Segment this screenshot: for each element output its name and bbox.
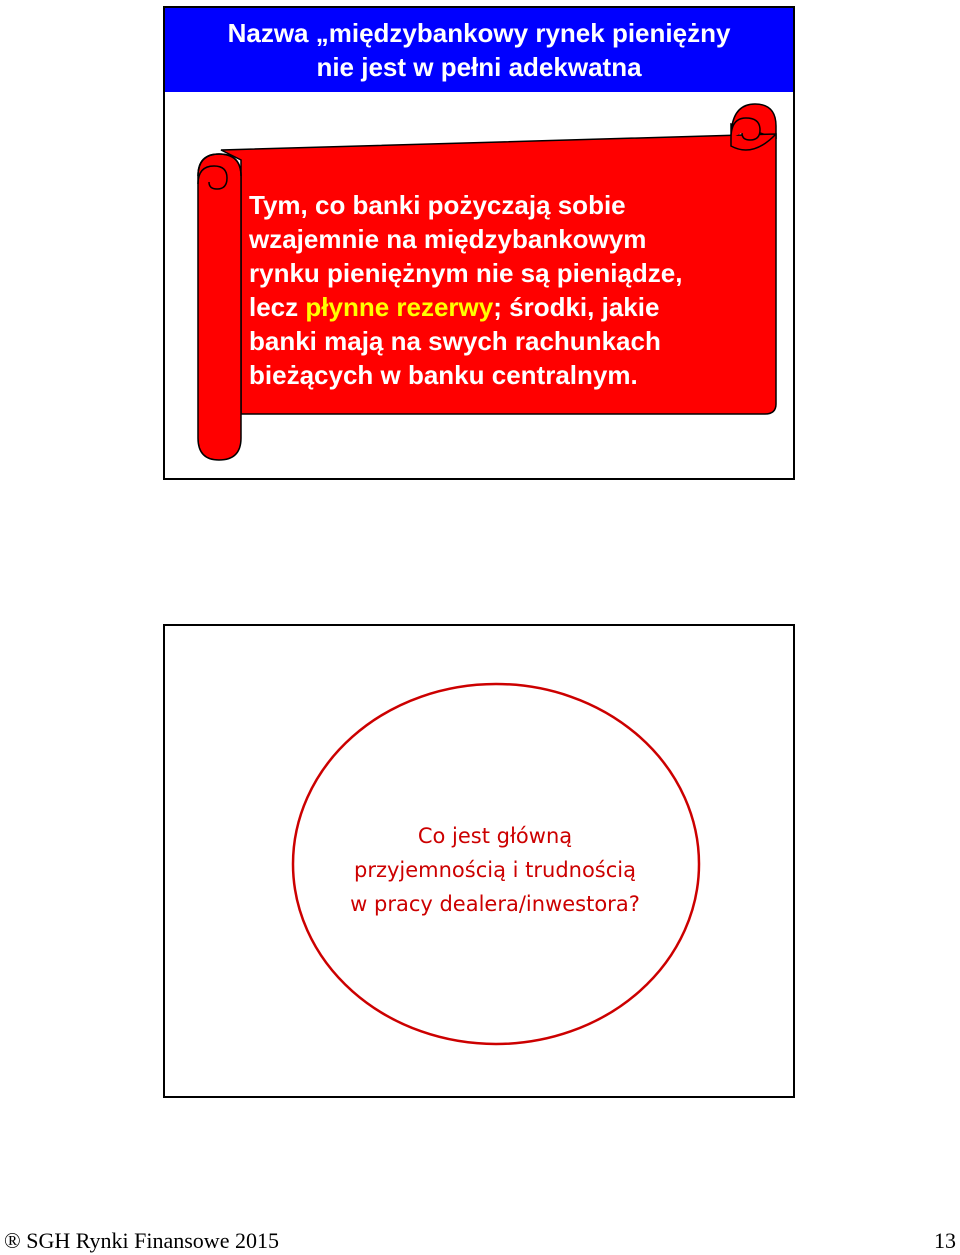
scroll-line-4-pre: lecz bbox=[249, 292, 306, 322]
title-line-2: nie jest w pełni adekwatna bbox=[316, 52, 642, 82]
scroll-line-5: banki mają na swych rachunkach bbox=[249, 326, 661, 356]
page-number: 13 bbox=[934, 1228, 956, 1253]
scroll-line-6: bieżących w banku centralnym. bbox=[249, 360, 638, 390]
scroll-highlight-liquid-reserves: płynne rezerwy bbox=[305, 292, 494, 322]
scroll-line-4-post: ; środki, jakie bbox=[493, 292, 660, 322]
scroll-text bbox=[249, 188, 709, 392]
question-text bbox=[295, 819, 695, 921]
scroll-left-roll bbox=[198, 154, 241, 460]
scroll-line-3: rynku pieniężnym nie są pieniądze, bbox=[249, 258, 683, 288]
scroll-line-1: Tym, co banki pożyczają sobie bbox=[249, 190, 626, 220]
title-line-1: Nazwa „międzybankowy rynek pieniężny bbox=[227, 18, 731, 48]
footer-label bbox=[4, 1228, 279, 1254]
scroll-line-2: wzajemnie na międzybankowym bbox=[249, 224, 647, 254]
slide-1 bbox=[163, 6, 795, 480]
question-line-3: w pracy dealera/inwestora? bbox=[350, 892, 640, 916]
footer-text: SGH Rynki Finansowe 2015 bbox=[26, 1228, 279, 1253]
slide-2 bbox=[163, 624, 795, 1098]
question-line-1: Co jest główną bbox=[417, 824, 573, 848]
page-footer bbox=[0, 1228, 960, 1255]
registered-icon: ® bbox=[4, 1228, 21, 1253]
scroll-line-4 bbox=[249, 290, 709, 324]
question-line-2: przyjemnością i trudnością bbox=[353, 858, 636, 882]
